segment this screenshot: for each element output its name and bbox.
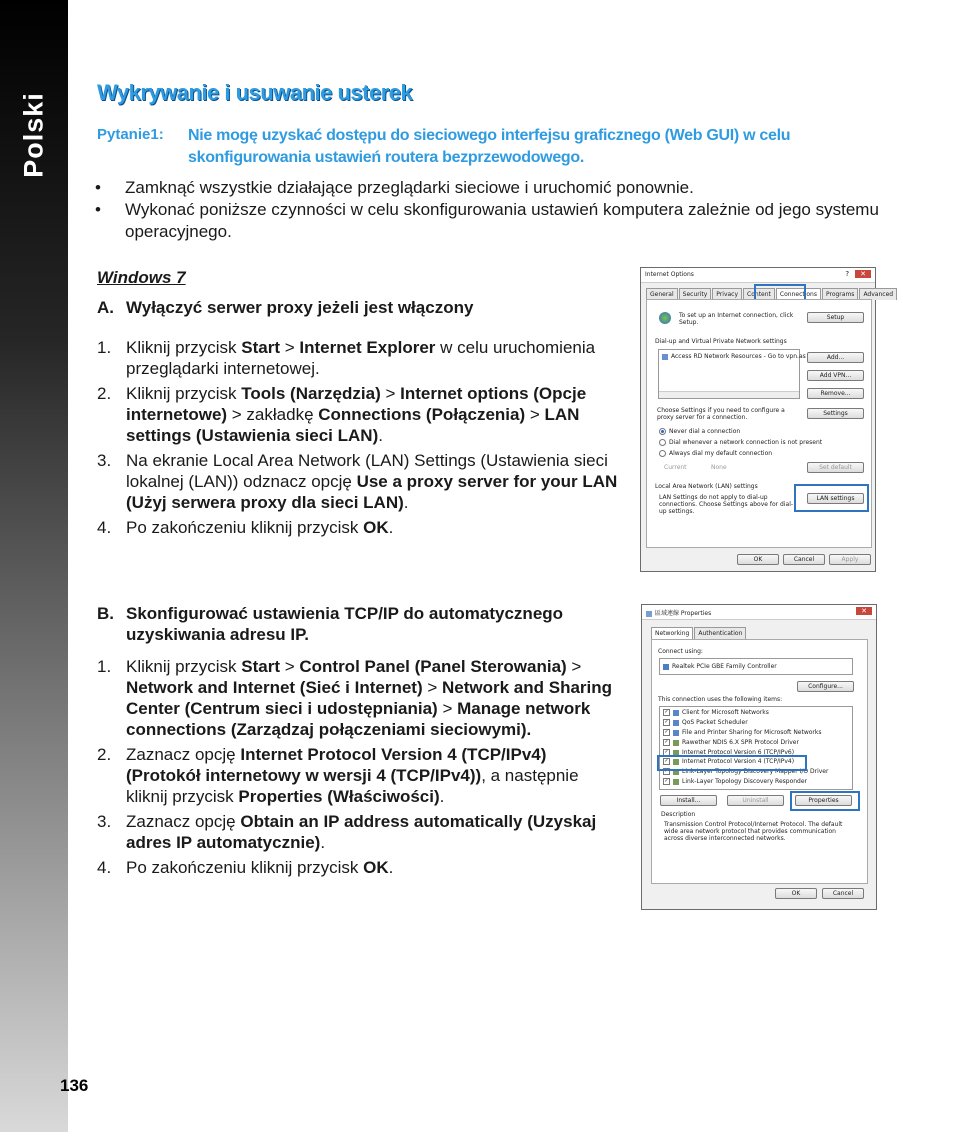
dialog-title: 區域連線 Properties (646, 608, 711, 617)
close-icon[interactable]: ✕ (856, 607, 872, 615)
tab-privacy[interactable]: Privacy (712, 288, 742, 300)
current-label: Current (664, 464, 687, 471)
radio-dial-whenever[interactable]: Dial whenever a network connection is not present (659, 439, 822, 446)
items-label: This connection uses the following items: (658, 696, 783, 703)
step-item: 4. Po zakończeniu kliknij przycisk OK. (97, 858, 394, 877)
tab-security[interactable]: Security (679, 288, 712, 300)
ok-button[interactable]: OK (775, 888, 817, 899)
bullet-text: Wykonać poniższe czynności w celu skonfigurowania ustawień komputera zależnie od jego systemu operacyjnego. (125, 200, 879, 241)
protocol-icon (673, 740, 679, 746)
bullet-list (95, 177, 895, 243)
items-listbox[interactable] (659, 706, 853, 790)
question-text: Nie mogę uzyskać dostępu do sieciowego interfejsu graficznego (Web GUI) w celu skonfigurowania ustawień routera bezprzewodowego. (188, 127, 791, 166)
list-item[interactable]: ✓ Client for Microsoft Networks (664, 709, 769, 716)
language-label-box (2, 80, 66, 190)
step-item: 2. Kliknij przycisk Tools (Narzędzia) > Internet options (Opcje internetowe) > zakładkę Connections (Połączenia) > LAN settings (Ustawienia sieci LAN). (97, 384, 587, 445)
lan-label: Local Area Network (LAN) settings (655, 483, 758, 490)
dialog-titlebar (641, 268, 875, 283)
setup-button[interactable]: Setup (807, 312, 864, 323)
tab-general[interactable]: General (646, 288, 678, 300)
horizontal-scrollbar[interactable] (659, 391, 799, 398)
step-item: 1. Kliknij przycisk Start > Control Panel (Panel Sterowania) > Network and Internet (Sieć i Internet) > Network and Sharing Center (Centrum sieci i udostępniania) > Manage network connections (Zarządzaj połączeniami sieciowymi). (97, 657, 613, 739)
adapter-name: Realtek PCIe GBE Family Controller (663, 663, 777, 670)
dialup-label: Dial-up and Virtual Private Network settings (655, 338, 787, 345)
bullet-item: • Zamknąć wszystkie działające przeglądarki sieciowe i uruchomić ponownie. (95, 178, 694, 197)
question-label: Pytanie1: (97, 126, 164, 143)
radio-button[interactable] (659, 450, 666, 457)
set-default-button[interactable]: Set default (807, 462, 864, 473)
uninstall-button[interactable]: Uninstall (727, 795, 784, 806)
tab-strip (651, 627, 747, 639)
highlight-lan-settings (794, 484, 869, 512)
step-item: 1. Kliknij przycisk Start > Internet Explorer w celu uruchomienia przeglądarki internetowej. (97, 338, 596, 378)
add-button[interactable]: Add... (807, 352, 864, 363)
page-number: 136 (60, 1076, 89, 1095)
section-b-steps (97, 656, 617, 878)
ok-button[interactable]: OK (737, 554, 779, 565)
tab-networking[interactable]: Networking (651, 627, 693, 639)
lan-settings-button[interactable]: LAN settings (807, 493, 864, 504)
help-icon[interactable]: ? (845, 270, 850, 278)
internet-options-dialog (640, 267, 894, 572)
list-item-ipv4[interactable]: ✓ Internet Protocol Version 4 (TCP/IPv4) (664, 758, 795, 765)
install-button[interactable]: Install... (660, 795, 717, 806)
tab-content[interactable]: Content (743, 288, 775, 300)
network-icon (662, 354, 668, 360)
list-item[interactable]: ✓ Rawether NDIS 6.X SPR Protocol Driver (664, 739, 799, 746)
lan-text: LAN Settings do not apply to dial-up connections. Choose Settings above for dial-up settings. (659, 494, 794, 515)
language-label: Polski (18, 92, 49, 178)
radio-button[interactable] (659, 428, 666, 435)
language-sidebar (0, 0, 68, 1132)
cancel-button[interactable]: Cancel (783, 554, 825, 565)
settings-button[interactable]: Settings (807, 408, 864, 419)
networking-panel (651, 639, 868, 884)
add-vpn-button[interactable]: Add VPN... (807, 370, 864, 381)
choose-settings-text: Choose Settings if you need to configure a proxy server for a connection. (657, 407, 785, 421)
list-item[interactable]: ✓ File and Printer Sharing for Microsoft Networks (664, 729, 822, 736)
description-label: Description (661, 811, 696, 818)
step-item: 3. Zaznacz opcję Obtain an IP address automatically (Uzyskaj adres IP automatycznie). (97, 812, 597, 852)
os-heading: Windows 7 (97, 268, 186, 287)
adapter-box (659, 658, 853, 675)
tab-connections[interactable]: Connections (776, 288, 821, 300)
dialog-titlebar (642, 605, 876, 620)
apply-button[interactable]: Apply (829, 554, 871, 565)
service-icon (673, 720, 679, 726)
list-item[interactable]: Access RD Network Resources - Go to vpn.as (662, 353, 806, 360)
tab-authentication[interactable]: Authentication (694, 627, 746, 639)
client-icon (673, 710, 679, 716)
highlight-ipv4 (657, 755, 807, 771)
connect-using-label: Connect using: (658, 648, 703, 655)
list-item[interactable]: ✓ Link-Layer Topology Discovery Mapper I/O Driver (664, 768, 829, 775)
list-item[interactable]: ✓ Link-Layer Topology Discovery Responder (664, 778, 808, 785)
section-a (97, 297, 632, 538)
connection-properties-dialog (641, 604, 877, 910)
section-b (97, 603, 617, 878)
close-icon[interactable]: ✕ (855, 270, 871, 278)
page-title: Wykrywanie i usuwanie usterek (97, 80, 413, 105)
step-item: 2. Zaznacz opcję Internet Protocol Version 4 (TCP/IPv4) (Protokół internetowy w wersji 4 (TCP/IPv4)), a następnie kliknij przycisk Properties (Właściwości). (97, 745, 579, 806)
bullet-item: • Wykonać poniższe czynności w celu skonfigurowania ustawień komputera zależnie od jego systemu operacyjnego. (95, 200, 879, 241)
section-a-heading: A. Wyłączyć serwer proxy jeżeli jest włączony (97, 298, 474, 317)
adapter-icon (663, 664, 669, 670)
tab-advanced[interactable]: Advanced (859, 288, 897, 300)
description-text: Transmission Control Protocol/Internet Protocol. The default wide area network protocol that provides communication across diverse interconnected networks. (664, 821, 843, 842)
configure-button[interactable]: Configure... (797, 681, 854, 692)
remove-button[interactable]: Remove... (807, 388, 864, 399)
step-item: 4. Po zakończeniu kliknij przycisk OK. (97, 518, 394, 537)
list-item[interactable]: ✓ QoS Packet Scheduler (664, 719, 748, 726)
radio-always-dial[interactable]: Always dial my default connection (659, 450, 772, 457)
current-value: None (711, 464, 727, 471)
protocol-icon (673, 779, 679, 785)
highlight-properties (790, 791, 860, 811)
network-icon (646, 611, 652, 617)
step-item: 3. Na ekranie Local Area Network (LAN) Settings (Ustawienia sieci lokalnej (LAN)) odznacz opcję Use a proxy server for your LAN (Użyj serwera proxy dla sieci LAN). (97, 451, 618, 512)
globe-icon (659, 312, 671, 324)
radio-never-dial[interactable]: Never dial a connection (659, 428, 740, 435)
service-icon (673, 730, 679, 736)
vpn-listbox[interactable] (658, 349, 806, 399)
bullet-text: Zamknąć wszystkie działające przeglądarki sieciowe i uruchomić ponownie. (125, 178, 694, 197)
cancel-button[interactable]: Cancel (822, 888, 864, 899)
list-item[interactable]: ✓ Internet Protocol Version 6 (TCP/IPv6) (664, 749, 795, 756)
setup-text: To set up an Internet connection, click Setup. (679, 312, 794, 326)
dialog-title: Internet Options (645, 271, 694, 278)
tab-programs[interactable]: Programs (822, 288, 858, 300)
section-b-heading: B. Skonfigurować ustawienia TCP/IP do automatycznego uzyskiwania adresu IP. (97, 604, 564, 644)
radio-button[interactable] (659, 439, 666, 446)
section-a-steps (97, 337, 632, 538)
properties-button[interactable]: Properties (795, 795, 852, 806)
